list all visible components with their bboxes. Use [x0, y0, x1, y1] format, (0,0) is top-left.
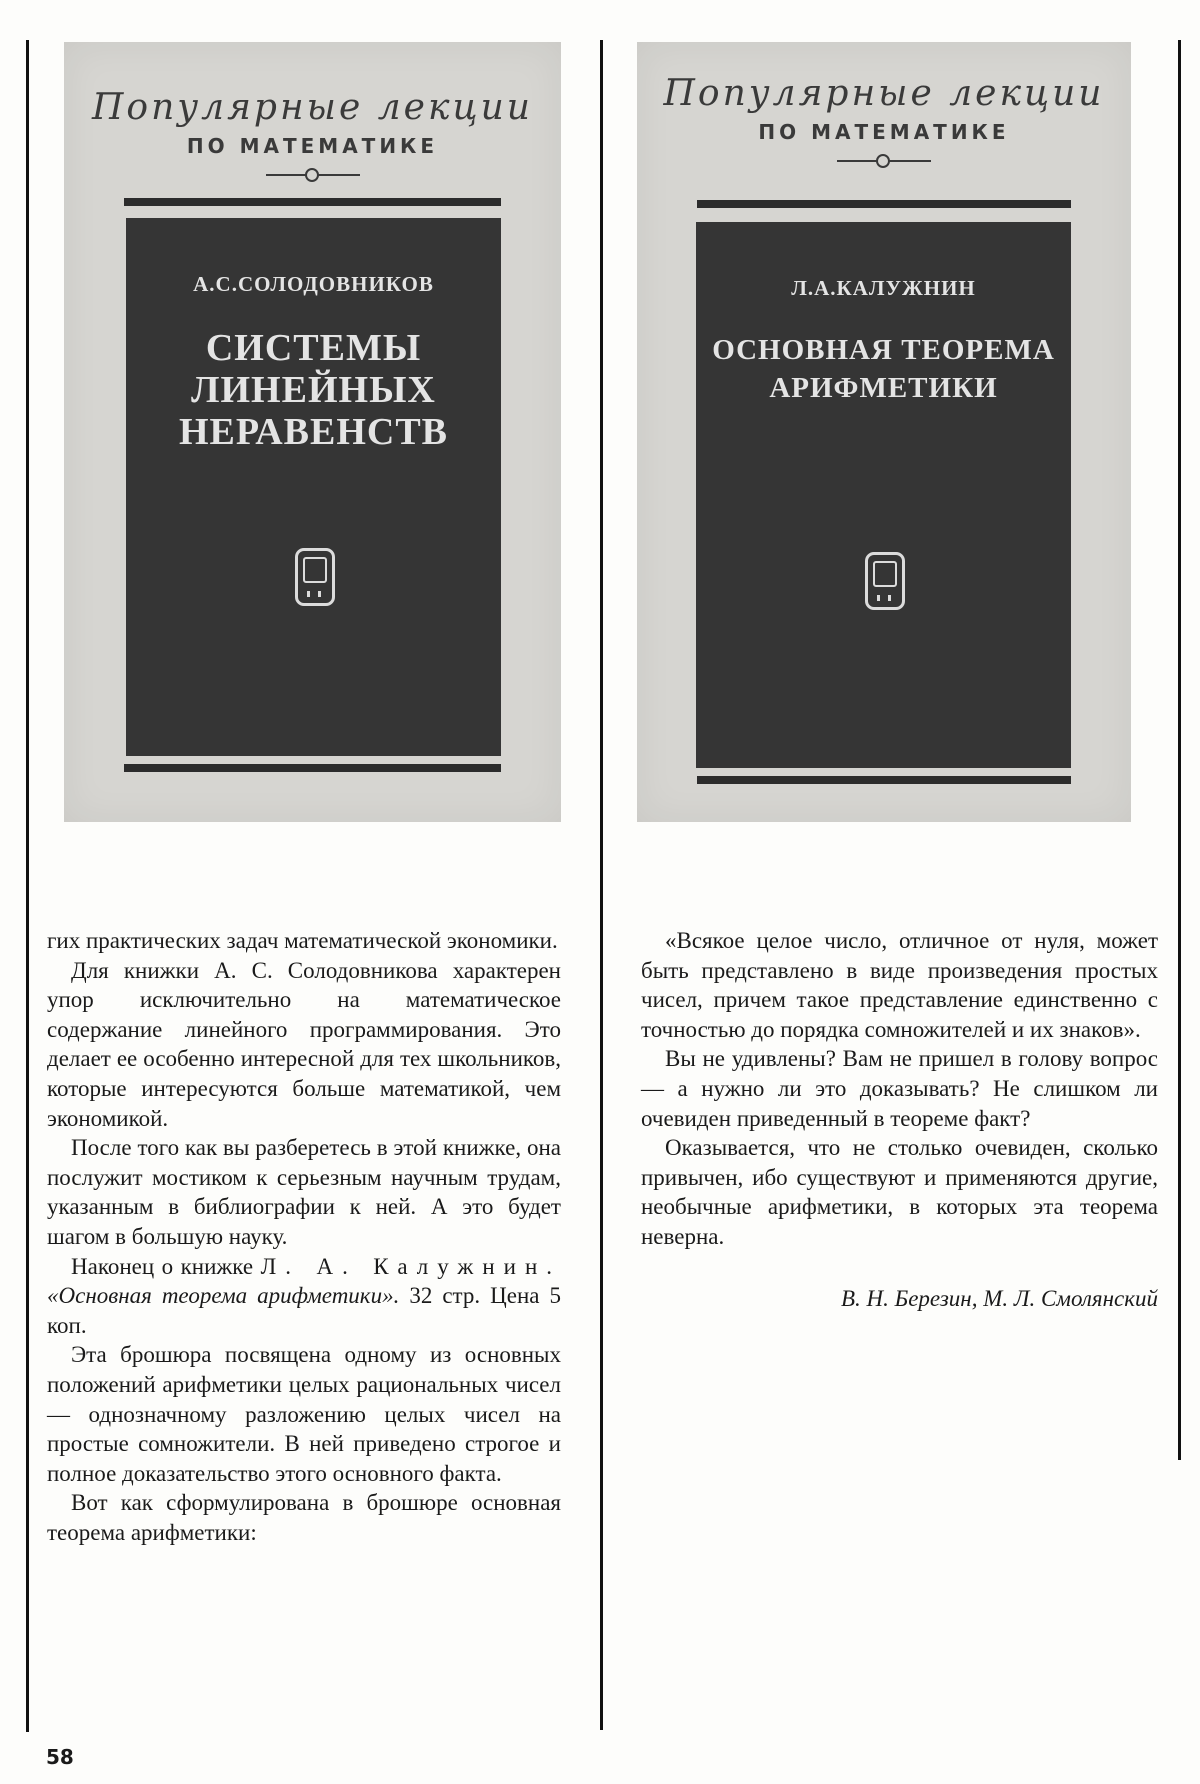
cover-top-bar [697, 200, 1071, 208]
paragraph: Вы не удивлены? Вам не пришел в голову вопрос — а нужно ли это доказывать? Не слишком ли очевиден приведенный в теореме факт? [641, 1046, 1158, 1131]
publisher-logo-icon [295, 548, 335, 606]
book-title-ref: «Основная теорема арифметики». [47, 1283, 400, 1309]
left-text-column [47, 926, 561, 1547]
book-title [696, 331, 1071, 407]
book-title-line: ЛИНЕЙНЫХ [191, 369, 436, 411]
paragraph: Эта брошюра посвящена одному из основных положений арифметики целых рациональных чисел — однозначному разложению целых чисел на простые сомножители. В ней приведено строгое и полное доказательство этого основного факта. [47, 1342, 561, 1486]
series-header [637, 72, 1131, 162]
book-title-line: АРИФМЕТИКИ [769, 372, 998, 404]
cover-bottom-bar [697, 776, 1071, 784]
book-title-line: СИСТЕМЫ [205, 327, 422, 369]
book-details: 32 стр. Цена 5 коп. [47, 1283, 561, 1338]
series-title-caps: ПО МАТЕМАТИКЕ [186, 134, 439, 158]
paragraph: После того как вы разберетесь в этой книжке, она послужит мостиком к серьезным научным трудам, указанным в библиографии к ней. А это будет шагом в большую науку. [47, 1135, 561, 1249]
right-column-rule [1178, 40, 1181, 1460]
left-column-rule [26, 40, 29, 1732]
paragraph [47, 1252, 561, 1341]
paragraph: Вот как сформулирована в брошюре основная теорема арифметики: [47, 1490, 561, 1545]
right-text-column [641, 926, 1158, 1313]
book-title-line: НЕРАВЕНСТВ [178, 411, 449, 453]
cover-panel [126, 218, 501, 756]
page-number: 58 [46, 1745, 74, 1769]
paragraph-intro: Наконец о книжке [71, 1253, 254, 1279]
cover-bottom-bar [124, 764, 501, 772]
publisher-logo-icon [865, 552, 905, 610]
book-author-ref: Л. А. Калужнин. [260, 1253, 561, 1279]
paragraph: гих практических задач математической экономики. [47, 928, 558, 953]
book-title [126, 327, 501, 453]
series-title-script: Популярные лекции [92, 87, 533, 128]
book-author: А.С.СОЛОДОВНИКОВ [193, 272, 434, 296]
cover-panel [696, 222, 1071, 768]
book-author: Л.А.КАЛУЖНИН [791, 276, 976, 300]
theorem-quote: «Всякое целое число, отличное от нуля, может быть представлено в виде произведения простых чисел, причем такое представление единственно с точностью до порядка сомножителей и их знаков». [641, 928, 1158, 1042]
cover-top-bar [124, 198, 501, 206]
paragraph: Оказывается, что не столько очевиден, сколько привычен, ибо существуют и применяются другие, необычные арифметики, в которых эта теорема неверна. [641, 1135, 1158, 1249]
ornament-divider [266, 174, 360, 176]
author-signature: В. Н. Березин, М. Л. Смолянский [840, 1285, 1158, 1311]
book-cover-photo-1 [64, 42, 561, 822]
ornament-divider [837, 160, 931, 162]
middle-column-rule [600, 40, 603, 1730]
book-cover-photo-2 [637, 42, 1131, 822]
series-header [64, 86, 561, 176]
series-title-caps: ПО МАТЕМАТИКЕ [758, 120, 1010, 144]
paragraph: Для книжки А. С. Солодовникова характерен упор исключительно на математическое содержание линейного программирования. Это делает ее особенно интересной для тех школьников, которые интересуются больше математикой, чем экономикой. [47, 957, 561, 1131]
series-title-script: Популярные лекции [663, 73, 1105, 114]
book-title-line: ОСНОВНАЯ ТЕОРЕМА [712, 334, 1055, 366]
